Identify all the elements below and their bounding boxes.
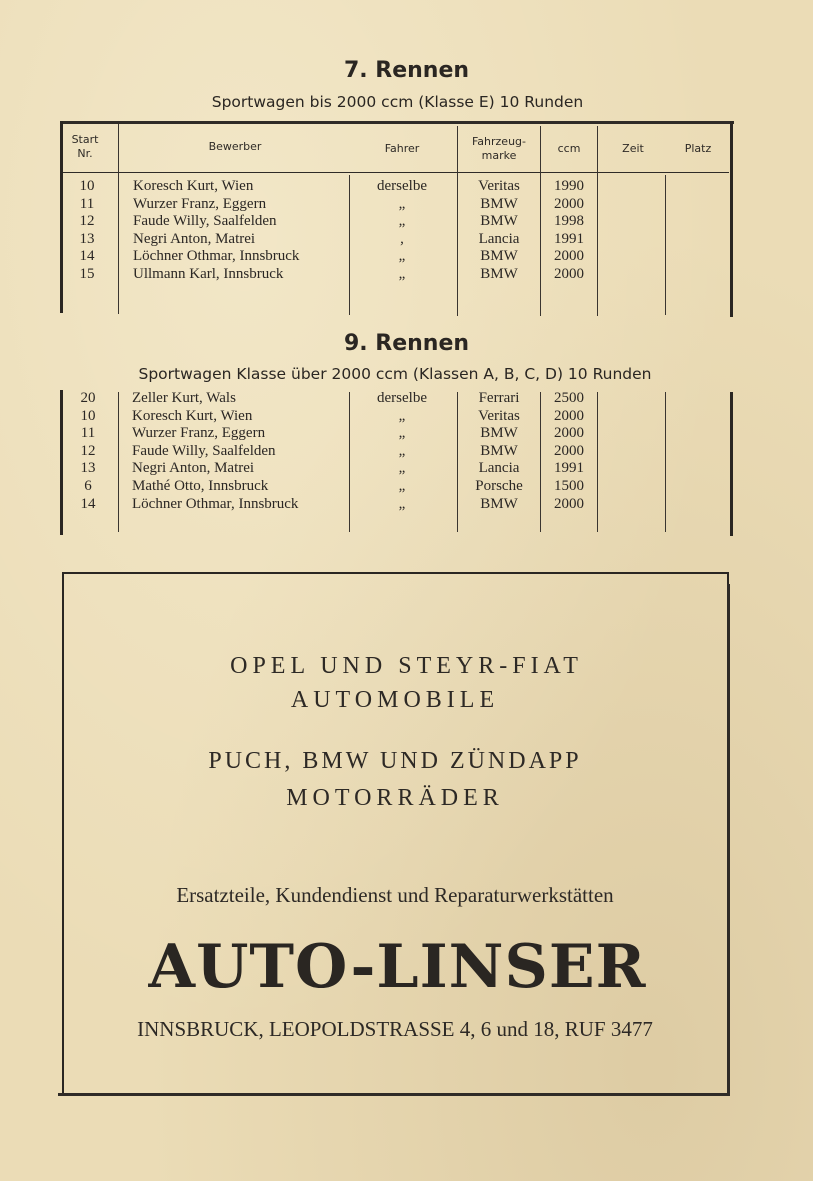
fahrzeugmarke: Porsche (475, 478, 523, 494)
entry-row (0, 231, 813, 248)
header-platz: Platz (684, 142, 712, 155)
header-fahrzeug-label: Fahrzeug- (471, 135, 527, 148)
entry-row (0, 496, 813, 513)
bewerber: Ullmann Karl, Innsbruck (133, 266, 284, 282)
entry-row (0, 248, 813, 265)
fahrzeugmarke: BMW (480, 425, 518, 442)
fahrer: „ (398, 248, 406, 265)
race7-subtitle: Sportwagen bis 2000 ccm (Klasse E) 10 Runden (211, 93, 584, 111)
race7-title: 7. Rennen (343, 58, 470, 83)
ccm: 2000 (554, 407, 584, 424)
fahrzeugmarke: Lancia (478, 460, 520, 477)
bewerber: Mathé Otto, Innsbruck (132, 478, 269, 494)
start-number: 12 (79, 213, 95, 230)
fahrer: „ (398, 478, 406, 494)
entry-row (0, 460, 813, 477)
fahrzeugmarke: BMW (480, 248, 518, 265)
bewerber: Negri Anton, Matrei (132, 460, 255, 477)
start-number: 13 (79, 230, 95, 247)
advert-line-automobile: AUTOMOBILE (290, 687, 500, 713)
fahrer: derselbe (377, 390, 427, 406)
race7-header-rule (60, 172, 729, 173)
ccm: 2000 (554, 195, 584, 212)
fahrer: „ (398, 425, 406, 442)
ccm: 1991 (554, 460, 584, 477)
fahrzeugmarke: Veritas (478, 178, 520, 194)
race9-title: 9. Rennen (343, 331, 470, 356)
ccm: 1500 (554, 478, 584, 494)
advert-services: Ersatzteile, Kundendienst und Reparaturwerkstätten (176, 883, 614, 907)
entry-row (0, 213, 813, 230)
header-marke-label: marke (481, 149, 517, 162)
fahrzeugmarke: Lancia (478, 230, 520, 247)
entry-row (0, 443, 813, 460)
start-number: 10 (80, 407, 96, 424)
entry-row (0, 478, 813, 495)
entry-row (0, 178, 813, 195)
start-number: 11 (80, 425, 96, 442)
fahrer: „ (398, 407, 406, 424)
advert-line-puch: PUCH, BMW UND ZÜNDAPP (208, 748, 582, 774)
header-nr-label: Nr. (77, 147, 93, 160)
fahrer: „ (398, 195, 406, 212)
race9-subtitle: Sportwagen Klasse über 2000 ccm (Klassen A, B, C, D) 10 Runden (138, 365, 652, 383)
race7-top-rule (60, 121, 734, 124)
header-start-label: Start (71, 133, 99, 146)
header-fahrer: Fahrer (384, 142, 420, 155)
bewerber: Koresch Kurt, Wien (132, 407, 253, 424)
entry-row (0, 266, 813, 283)
ccm: 2000 (554, 266, 584, 282)
start-number: 20 (80, 390, 96, 406)
ccm: 2000 (554, 425, 584, 442)
advert-address: INNSBRUCK, LEOPOLDSTRASSE 4, 6 und 18, RUF 3477 (137, 1017, 653, 1041)
bewerber: Löchner Othmar, Innsbruck (133, 248, 300, 265)
header-fahrzeugmarke (458, 135, 540, 163)
ccm: 2000 (554, 442, 584, 459)
advert-line-opel: OPEL UND STEYR-FIAT (230, 653, 583, 679)
advert-line-motorraeder: MOTORRÄDER (286, 785, 504, 811)
ccm: 1991 (554, 230, 584, 247)
start-number: 13 (80, 460, 96, 477)
ccm: 1998 (554, 213, 584, 230)
fahrzeugmarke: Veritas (478, 407, 520, 424)
fahrzeugmarke: BMW (480, 213, 518, 230)
fahrzeugmarke: BMW (480, 442, 518, 459)
header-zeit: Zeit (622, 142, 644, 155)
fahrer: „ (398, 266, 406, 282)
fahrer: „ (398, 460, 406, 477)
entry-row (0, 390, 813, 407)
fahrzeugmarke: Ferrari (478, 390, 520, 406)
start-number: 11 (79, 195, 95, 212)
bewerber: Koresch Kurt, Wien (133, 178, 254, 194)
start-number: 14 (80, 495, 96, 512)
start-number: 14 (79, 248, 95, 265)
bewerber: Faude Willy, Saalfelden (133, 213, 277, 230)
ccm: 2500 (554, 390, 584, 406)
header-ccm: ccm (557, 142, 581, 155)
bewerber: Wurzer Franz, Eggern (133, 195, 267, 212)
start-number: 15 (79, 266, 95, 282)
fahrer: „ (398, 495, 406, 512)
fahrzeugmarke: BMW (480, 495, 518, 512)
bewerber: Faude Willy, Saalfelden (132, 442, 276, 459)
bewerber: Negri Anton, Matrei (133, 230, 256, 247)
advert-brand-logo: AUTO-LINSER (148, 932, 647, 1002)
fahrer: „ (398, 442, 406, 459)
entry-row (0, 425, 813, 442)
start-number: 6 (84, 478, 92, 494)
entry-row (0, 408, 813, 425)
ccm: 2000 (554, 495, 584, 512)
fahrer: derselbe (377, 178, 427, 194)
start-number: 12 (80, 442, 96, 459)
header-bewerber: Bewerber (208, 140, 262, 153)
bewerber: Wurzer Franz, Eggern (132, 425, 266, 442)
fahrer: „ (398, 213, 406, 230)
entry-row (0, 196, 813, 213)
fahrzeugmarke: BMW (480, 195, 518, 212)
fahrer: , (400, 230, 404, 247)
start-number: 10 (79, 178, 95, 194)
bewerber: Zeller Kurt, Wals (132, 390, 236, 406)
advert-shadow-bottom (58, 1093, 730, 1096)
ccm: 2000 (554, 248, 584, 265)
ccm: 1990 (554, 178, 584, 194)
bewerber: Löchner Othmar, Innsbruck (132, 495, 299, 512)
header-start-nr (62, 133, 108, 161)
fahrzeugmarke: BMW (480, 266, 518, 282)
